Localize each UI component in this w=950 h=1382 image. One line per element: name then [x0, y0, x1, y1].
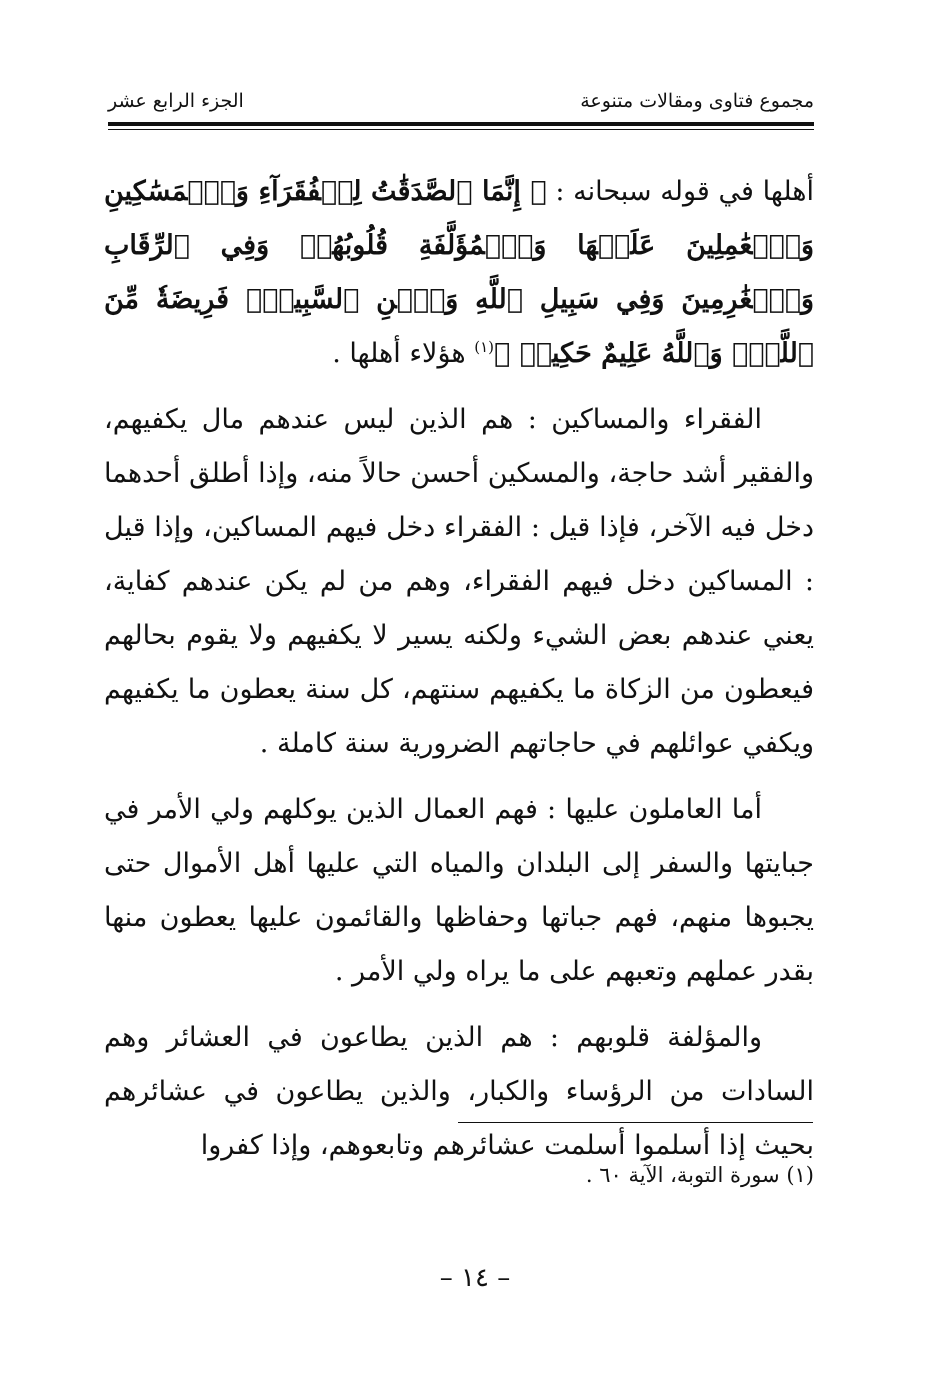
quran-verse: ﴿ إِنَّمَا ٱلصَّدَقَٰتُ لِلۡفُقَرَآءِ وَٱلۡمَسَٰكِينِ وَٱلۡعَٰمِلِينَ عَلَيۡهَا وَٱلۡمُؤَلَّفَةِ قُلُوبُهُمۡ وَفِي ٱلرِّقَابِ وَٱلۡغَٰرِمِينَ وَفِي سَبِيلِ ٱللَّهِ وَٱبۡنِ ٱلسَّبِيلِۖ فَرِيضَةٗ مِّنَ ٱللَّهِۗ وَٱللَّهُ عَلِيمٌ حَكِيمٞ ﴾ — [104, 176, 814, 369]
header-rule-thick — [108, 122, 814, 126]
paragraph-collectors: أما العاملون عليها : فهم العمال الذين يوكلهم ولي الأمر في جبايتها والسفر إلى البلدان والمياه التي عليها أهل الأموال حتى يجبوها منهم، فهم جباتها وحفاظها والقائمون عليها يعطون منها بقدر عملهم وتعبهم على ما يراه ولي الأمر . — [104, 794, 814, 987]
verse-intro: أهلها في قوله سبحانه : — [546, 176, 814, 207]
body-text — [104, 165, 814, 1173]
footnote-separator — [458, 1122, 813, 1123]
verse-outro: هؤلاء أهلها . — [332, 338, 475, 369]
book-title: مجموع فتاوى ومقالات متنوعة — [580, 90, 814, 112]
paragraph-poor-and-needy: الفقراء والمساكين : هم الذين ليس عندهم مال يكفيهم، والفقير أشد حاجة، والمسكين أحسن حالاً منه، وإذا أطلق أحدهما دخل فيه الآخر، فإذا قيل : الفقراء دخل فيهم المساكين، وإذا قيل : المساكين دخل فيهم الفقراء، وهم من لم يكن عندهم كفاية، يعني عندهم بعض الشيء ولكنه يسير لا يكفيهم ولا يقوم بحالهم فيعطون من الزكاة ما يكفيهم سنتهم، كل سنة يعطون ما يكفيهم ويكفي عوائلهم في حاجاتهم الضرورية سنة كاملة . — [104, 404, 814, 759]
paragraph-hearts-reconciled: والمؤلفة قلوبهم : هم الذين يطاعون في العشائر وهم السادات من الرؤساء والكبار، والذين يطاعون في عشائرهم بحيث إذا أسلموا أسلمت عشائرهم وتابعوهم، وإذا كفروا — [104, 1022, 814, 1161]
paragraph-verse — [104, 165, 814, 381]
footnote-reference: (١) — [474, 338, 495, 356]
volume-label: الجزء الرابع عشر — [108, 90, 244, 112]
footnote: (١) سورة التوبة، الآية ٦٠ . — [585, 1163, 814, 1187]
page-number: – ١٤ – — [439, 1263, 511, 1293]
header-rule-thin — [108, 129, 814, 130]
running-header — [108, 86, 814, 126]
